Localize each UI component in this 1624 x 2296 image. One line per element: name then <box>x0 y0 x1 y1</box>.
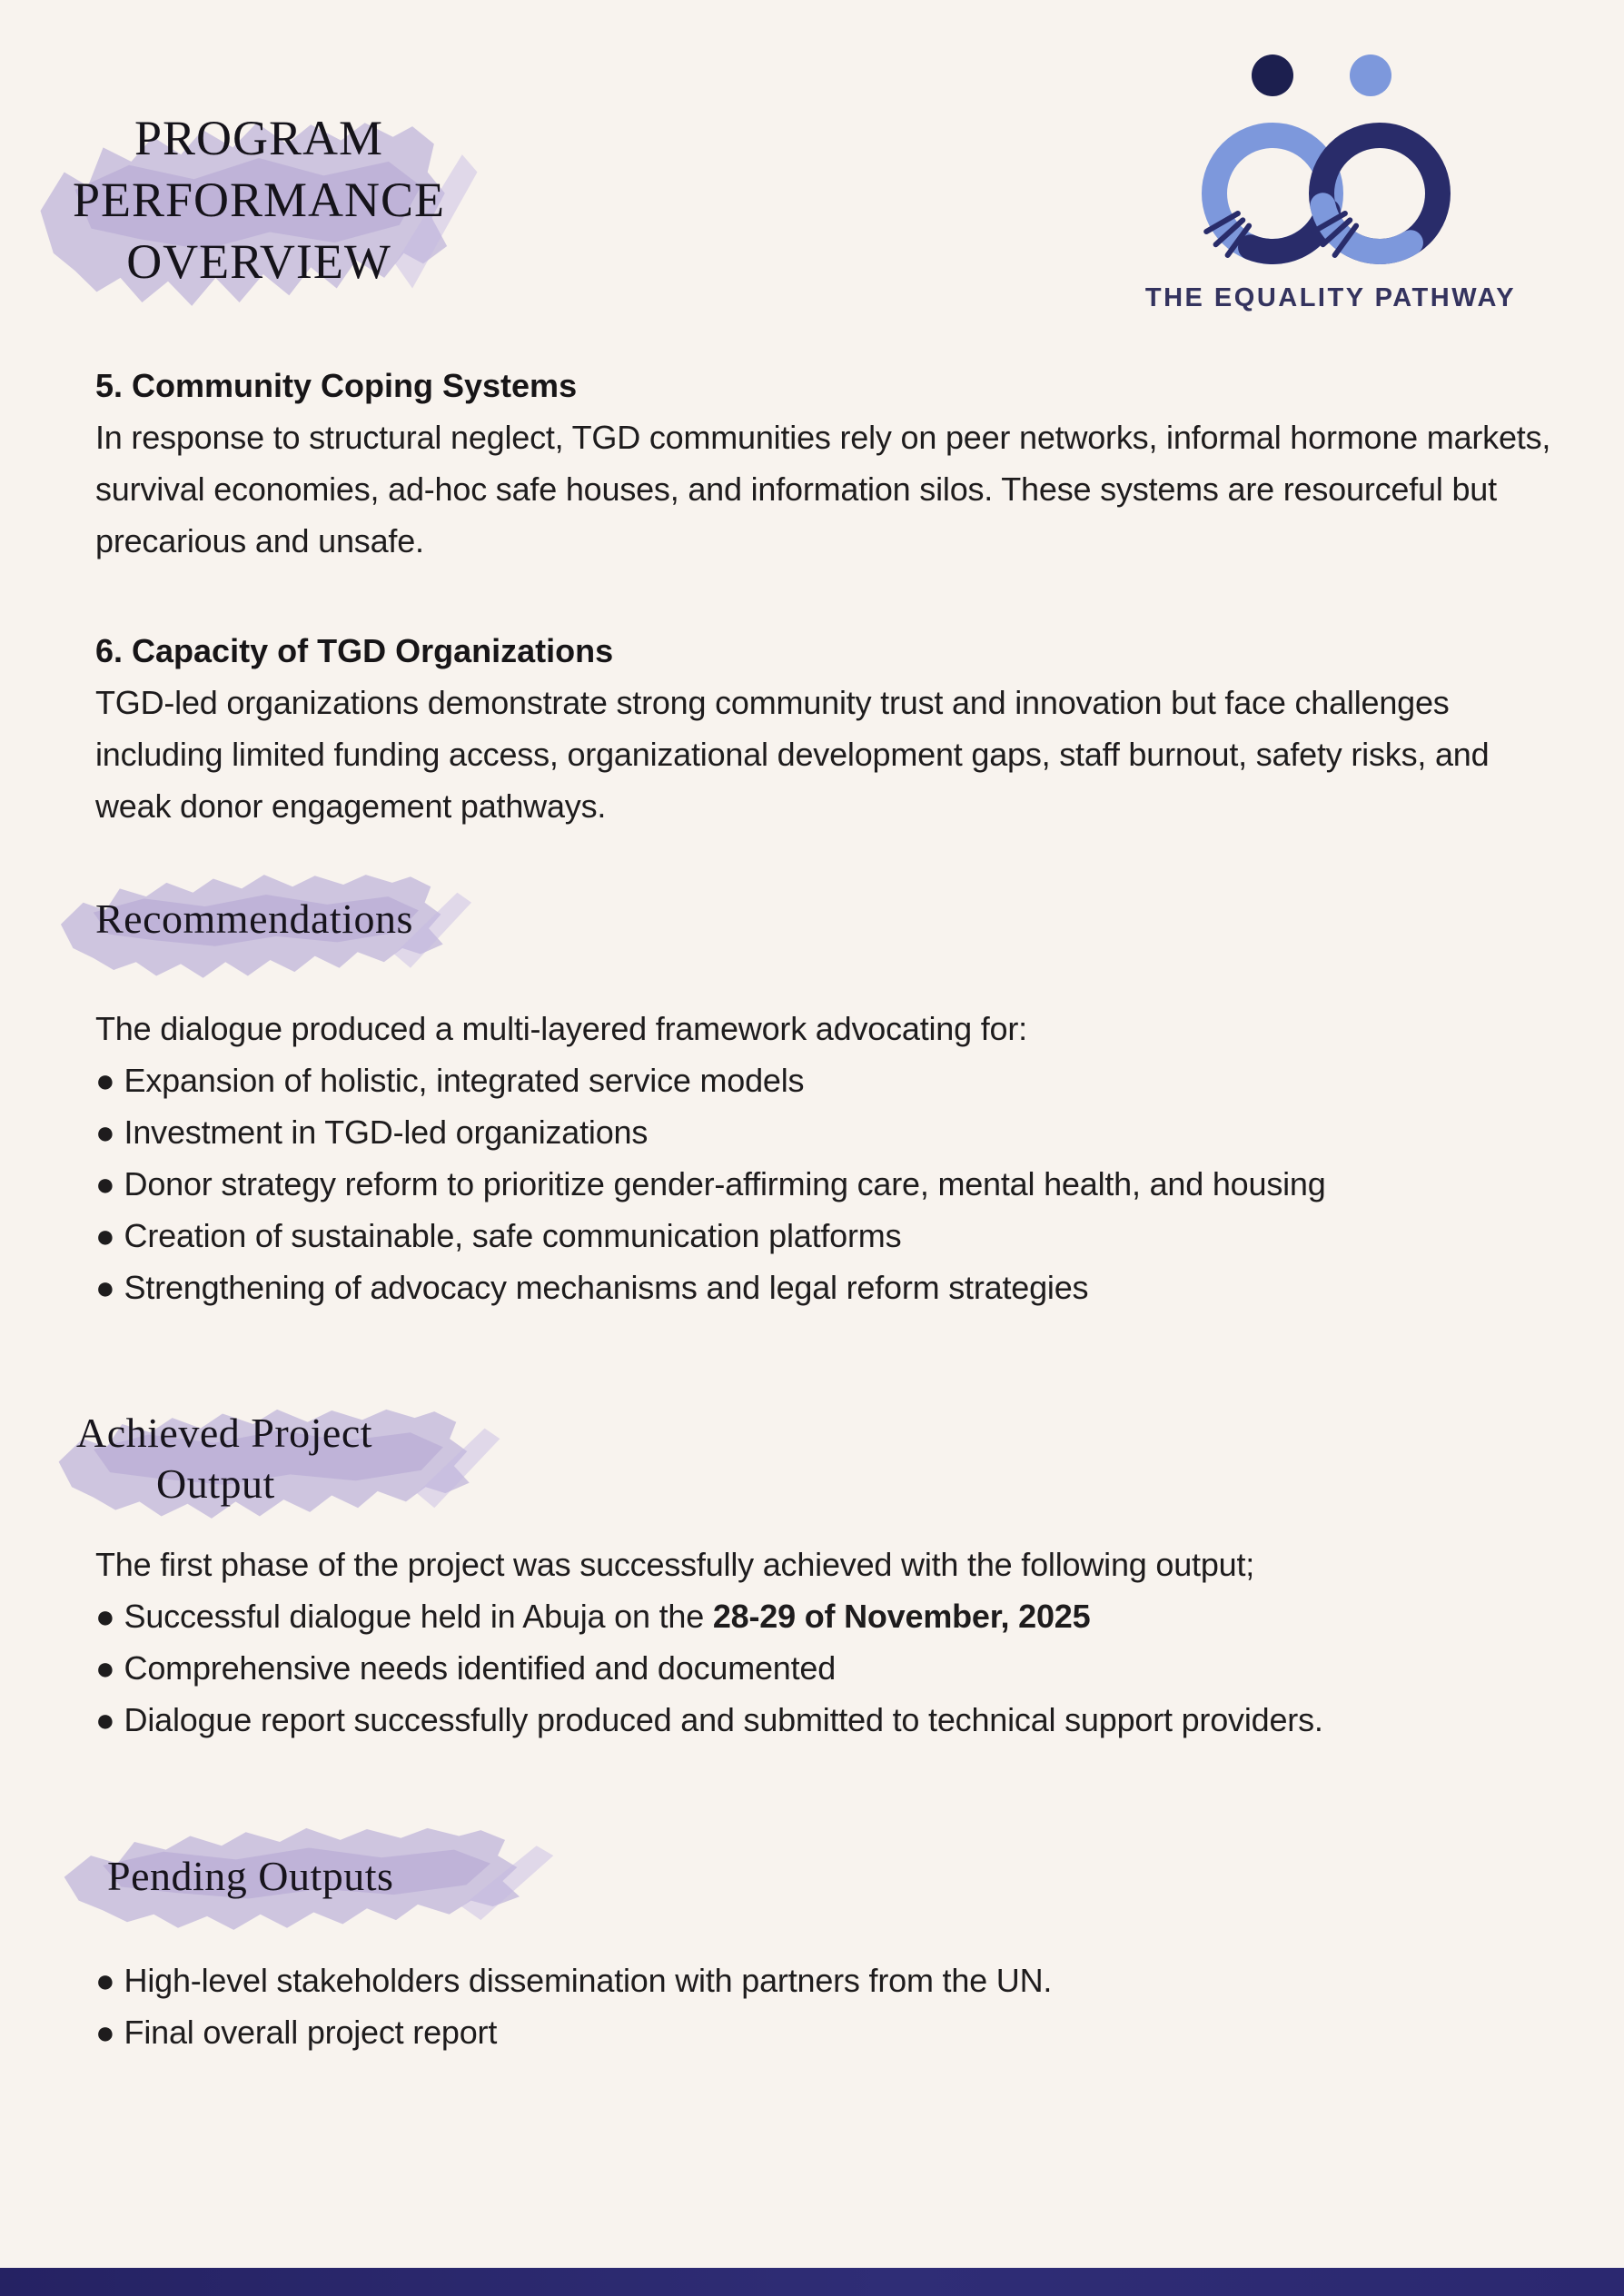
list-item <box>95 1054 1553 1106</box>
list-item-text: Successful dialogue held in Abuja on the <box>124 1598 713 1635</box>
list-item <box>95 1158 1553 1210</box>
section-capacity-tgd-organizations <box>95 625 1553 832</box>
bullet-icon: ● <box>95 1113 115 1151</box>
title-block <box>32 102 486 331</box>
achieved-output-heading-line: Achieved Project <box>76 1410 373 1456</box>
list-item-text: Dialogue report successfully produced and submitted to technical support providers. <box>124 1701 1323 1738</box>
recommendations-list <box>95 1003 1553 1313</box>
list-item-bold-text: 28-29 of November, 2025 <box>712 1598 1091 1635</box>
list-item <box>95 1642 1553 1694</box>
finding-body: TGD-led organizations demonstrate strong community trust and innovation but face challenges including limited funding access, organizational development gaps, staff burnout, safety risks, and weak donor engagement pathways. <box>95 684 1490 825</box>
recommendations-intro: The dialogue produced a multi-layered framework advocating for: <box>95 1010 1027 1047</box>
list-item-text: Expansion of holistic, integrated service models <box>124 1062 805 1099</box>
footer-accent-bar <box>0 2268 1624 2296</box>
page-title <box>32 102 486 292</box>
list-item <box>95 1106 1553 1158</box>
list-item-text: Final overall project report <box>124 2014 498 2051</box>
achieved-output-list <box>95 1539 1553 1746</box>
bullet-icon: ● <box>95 1269 115 1306</box>
bullet-icon: ● <box>95 1701 115 1738</box>
list-item-text: High-level stakeholders dissemination with partners from the UN. <box>124 1962 1053 1999</box>
list-item <box>95 1210 1553 1262</box>
pending-outputs-list <box>95 1955 1553 2058</box>
bullet-icon: ● <box>95 1962 115 1999</box>
list-item-text: Donor strategy reform to prioritize gender-affirming care, mental health, and housing <box>124 1165 1326 1202</box>
bullet-icon: ● <box>95 2014 115 2051</box>
list-item <box>95 1955 1553 2006</box>
finding-heading: 6. Capacity of TGD Organizations <box>95 632 614 669</box>
equality-pathway-rings-icon <box>1131 41 1530 282</box>
page-title-line: PROGRAM <box>134 111 384 165</box>
logo-wordmark: THE EQUALITY PATHWAY <box>1144 283 1517 312</box>
list-item-text: Comprehensive needs identified and documented <box>124 1649 837 1687</box>
list-item-text: Investment in TGD-led organizations <box>124 1113 649 1151</box>
list-item <box>95 1694 1553 1746</box>
list-item <box>95 2006 1553 2058</box>
list-item <box>95 1590 1553 1642</box>
bullet-icon: ● <box>95 1598 115 1635</box>
finding-heading: 5. Community Coping Systems <box>95 367 578 404</box>
list-item <box>95 1262 1553 1313</box>
section-community-coping-systems <box>95 360 1553 567</box>
achieved-output-heading-line: Output <box>156 1460 275 1507</box>
achieved-output-intro: The first phase of the project was successfully achieved with the following output; <box>95 1546 1255 1583</box>
page-title-line: OVERVIEW <box>126 234 391 289</box>
bullet-icon: ● <box>95 1649 115 1687</box>
finding-body: In response to structural neglect, TGD communities rely on peer networks, informal hormone markets, survival economies, ad-hoc safe houses, and information silos. These systems are resourceful but precarious and unsafe. <box>95 419 1551 559</box>
bullet-icon: ● <box>95 1217 115 1254</box>
list-item-text: Creation of sustainable, safe communication platforms <box>124 1217 902 1254</box>
recommendations-heading: Recommendations <box>95 896 413 942</box>
pending-outputs-heading: Pending Outputs <box>107 1853 394 1899</box>
achieved-output-heading <box>76 1408 372 1509</box>
bullet-icon: ● <box>95 1165 115 1202</box>
organization-logo <box>1126 41 1535 313</box>
bullet-icon: ● <box>95 1062 115 1099</box>
page-title-line: PERFORMANCE <box>72 173 446 227</box>
list-item-text: Strengthening of advocacy mechanisms and legal reform strategies <box>124 1269 1089 1306</box>
